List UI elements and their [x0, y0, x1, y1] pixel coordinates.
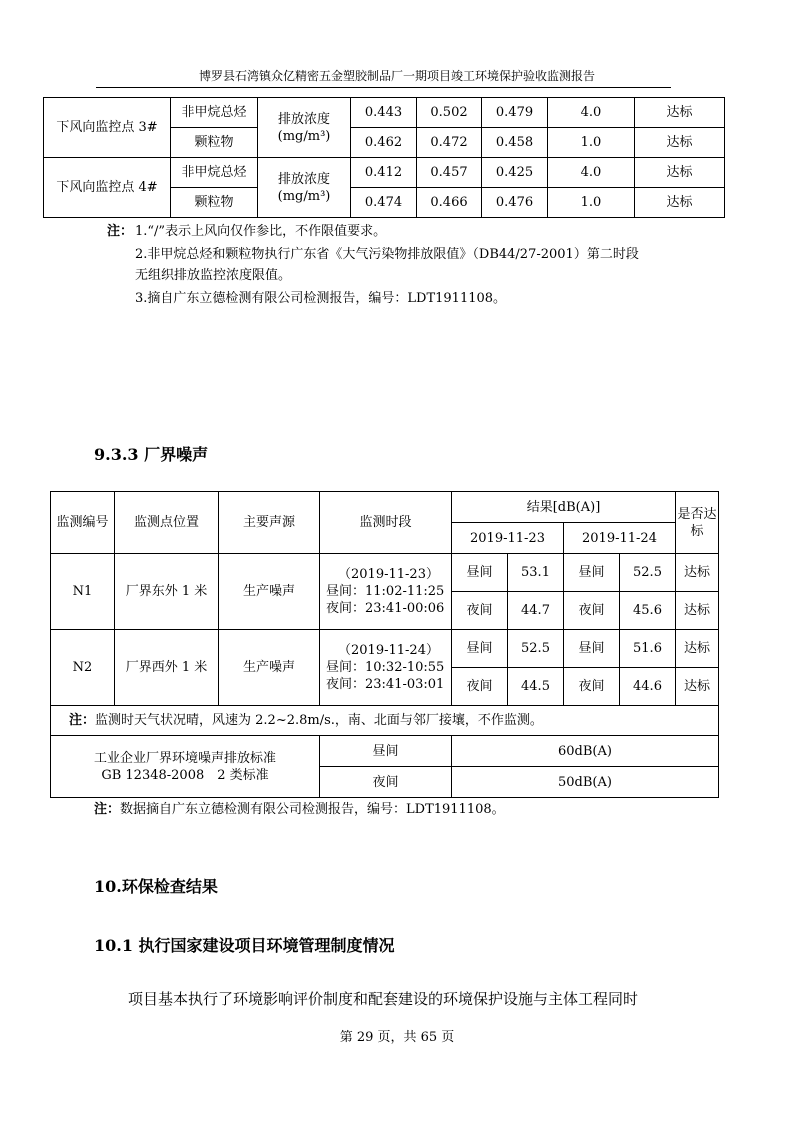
value-cell: 52.5 — [508, 630, 564, 668]
std-night-label: 夜间 — [320, 767, 452, 798]
param-cell: 排放浓度 (mg/m³) — [258, 98, 351, 158]
document-header: 博罗县石湾镇众亿精密五金塑胶制品厂一期项目竣工环境保护验收监测报告 — [198, 69, 595, 83]
period-label: 夜间 — [564, 668, 620, 706]
section-heading-10-1: 10.1 执行国家建设项目环境管理制度情况 — [94, 936, 395, 955]
value-cell: 0.479 — [482, 98, 548, 128]
value-cell: 0.462 — [351, 128, 417, 158]
notes-prefix: 注： — [107, 224, 134, 239]
header-id: 监测编号 — [51, 492, 115, 554]
monitor-point-4: 下风向监控点 4# — [44, 158, 171, 218]
result-cell: 达标 — [676, 630, 719, 668]
value-cell: 52.5 — [620, 554, 676, 592]
pollutant-name: 非甲烷总烃 — [171, 158, 258, 188]
result-cell: 达标 — [635, 98, 725, 128]
limit-cell: 4.0 — [548, 158, 635, 188]
value-cell: 0.474 — [351, 188, 417, 218]
header-date-2: 2019-11-24 — [564, 523, 676, 554]
note-3: 3.摘自广东立德检测有限公司检测报告，编号：LDT1911108。 — [135, 291, 507, 306]
value-cell: 0.412 — [351, 158, 417, 188]
table-row — [51, 736, 719, 767]
pollutant-name: 颗粒物 — [171, 128, 258, 158]
value-cell: 0.443 — [351, 98, 417, 128]
header-source: 主要声源 — [219, 492, 320, 554]
monitor-period: （2019-11-23） 昼间：11:02-11:25 夜间：23:41-00:06 — [320, 554, 452, 630]
pollutant-name: 颗粒物 — [171, 188, 258, 218]
value-cell: 51.6 — [620, 630, 676, 668]
period-label: 昼间 — [452, 630, 508, 668]
std-day-label: 昼间 — [320, 736, 452, 767]
note-2-cont: 无组织排放监控浓度限值。 — [135, 268, 292, 283]
period-label: 夜间 — [452, 668, 508, 706]
section-heading-9-3-3: 9.3.3 厂界噪声 — [94, 445, 209, 464]
value-cell: 45.6 — [620, 592, 676, 630]
noise-standard: 工业企业厂界环境噪声排放标准 GB 12348-2008 2 类标准 — [51, 736, 320, 798]
result-cell: 达标 — [676, 592, 719, 630]
value-cell: 0.425 — [482, 158, 548, 188]
page-footer: 第 29 页，共 65 页 — [339, 1030, 455, 1045]
header-location: 监测点位置 — [115, 492, 219, 554]
value-cell: 0.458 — [482, 128, 548, 158]
value-cell: 44.5 — [508, 668, 564, 706]
header-date-1: 2019-11-23 — [452, 523, 564, 554]
std-night-value: 50dB(A) — [452, 767, 719, 798]
value-cell: 0.476 — [482, 188, 548, 218]
noise-monitoring-table — [50, 491, 719, 798]
monitor-point-3: 下风向监控点 3# — [44, 98, 171, 158]
limit-cell: 4.0 — [548, 98, 635, 128]
result-cell: 达标 — [676, 668, 719, 706]
period-label: 夜间 — [564, 592, 620, 630]
table-row — [51, 706, 719, 736]
weather-note: 注：监测时天气状况晴，风速为 2.2~2.8m/s.，南、北面与邻厂接壤，不作监测。 — [51, 706, 719, 736]
body-paragraph: 项目基本执行了环境影响评价制度和配套建设的环境保护设施与主体工程同时 — [128, 990, 639, 1008]
monitor-period: （2019-11-24） 昼间：10:32-10:55 夜间：23:41-03:01 — [320, 630, 452, 706]
noise-source: 生产噪声 — [219, 630, 320, 706]
noise-source-note: 注：数据摘自广东立德检测有限公司检测报告，编号：LDT1911108。 — [94, 802, 505, 817]
point-location: 厂界东外 1 米 — [115, 554, 219, 630]
result-cell: 达标 — [635, 188, 725, 218]
table-row — [44, 98, 725, 128]
noise-source: 生产噪声 — [219, 554, 320, 630]
point-id: N2 — [51, 630, 115, 706]
value-cell: 0.502 — [417, 98, 482, 128]
header-compliance: 是否达标 — [676, 492, 719, 554]
period-label: 昼间 — [564, 630, 620, 668]
result-cell: 达标 — [635, 158, 725, 188]
std-day-value: 60dB(A) — [452, 736, 719, 767]
header-period: 监测时段 — [320, 492, 452, 554]
value-cell: 53.1 — [508, 554, 564, 592]
note-2: 2.非甲烷总烃和颗粒物执行广东省《大气污染物排放限值》（DB44/27-2001）第二时段 — [135, 247, 639, 262]
header-divider — [96, 87, 671, 88]
table-row — [51, 630, 719, 668]
table-header-row — [51, 492, 719, 523]
value-cell: 0.472 — [417, 128, 482, 158]
result-cell: 达标 — [676, 554, 719, 592]
period-label: 昼间 — [564, 554, 620, 592]
pollutant-name: 非甲烷总烃 — [171, 98, 258, 128]
value-cell: 0.466 — [417, 188, 482, 218]
note-1: 1.“/”表示上风向仅作参比，不作限值要求。 — [135, 224, 387, 239]
param-cell: 排放浓度 (mg/m³) — [258, 158, 351, 218]
value-cell: 44.6 — [620, 668, 676, 706]
table-row — [44, 158, 725, 188]
air-monitoring-table — [43, 97, 725, 218]
result-cell: 达标 — [635, 128, 725, 158]
table-row — [51, 554, 719, 592]
period-label: 昼间 — [452, 554, 508, 592]
limit-cell: 1.0 — [548, 188, 635, 218]
point-location: 厂界西外 1 米 — [115, 630, 219, 706]
header-result: 结果[dB(A)] — [452, 492, 676, 523]
limit-cell: 1.0 — [548, 128, 635, 158]
period-label: 夜间 — [452, 592, 508, 630]
point-id: N1 — [51, 554, 115, 630]
value-cell: 0.457 — [417, 158, 482, 188]
section-heading-10: 10.环保检查结果 — [94, 877, 218, 896]
value-cell: 44.7 — [508, 592, 564, 630]
